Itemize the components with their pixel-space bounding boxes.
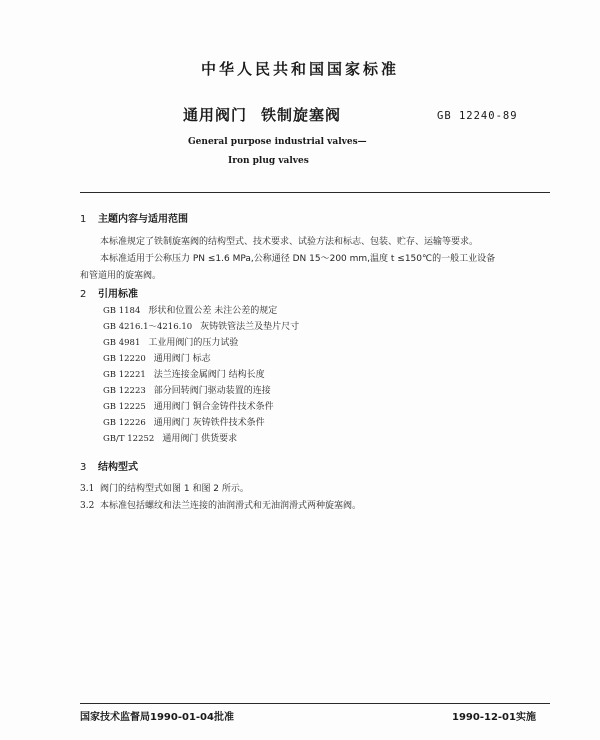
ref-code: GB 12226 bbox=[103, 418, 146, 428]
clause-3-1 bbox=[80, 481, 249, 494]
clause-3-2-text: 本标准包括螺纹和法兰连接的油润滑式和无油润滑式两种旋塞阀。 bbox=[100, 501, 362, 511]
ref-code: GB/T 12252 bbox=[103, 434, 155, 444]
section-3-heading bbox=[80, 458, 138, 473]
section-3-title: 结构型式 bbox=[98, 462, 138, 473]
list-item bbox=[103, 351, 299, 367]
document-title-zh bbox=[183, 104, 341, 125]
list-item bbox=[103, 431, 299, 447]
section-1-title: 主题内容与适用范围 bbox=[98, 214, 188, 225]
ref-title: 灰铸铁管法兰及垫片尺寸 bbox=[200, 322, 300, 332]
list-item bbox=[103, 415, 299, 431]
ref-code: GB 12220 bbox=[103, 354, 146, 364]
referenced-standards-list bbox=[103, 303, 299, 447]
national-standard-heading: 中华人民共和国国家标准 bbox=[200, 60, 399, 78]
ref-title: 法兰连接金属阀门 结构长度 bbox=[153, 370, 265, 380]
section-1-heading bbox=[80, 210, 188, 225]
section-2-heading bbox=[80, 285, 138, 300]
ref-code: GB 4981 bbox=[103, 338, 141, 348]
list-item bbox=[103, 303, 299, 319]
standard-number: GB 12240-89 bbox=[437, 110, 518, 122]
list-item bbox=[103, 335, 299, 351]
title-zh-part2: 铁制旋塞阀 bbox=[261, 106, 342, 124]
ref-title: 通用阀门 标志 bbox=[153, 354, 211, 364]
section-1-number: 1 bbox=[80, 214, 87, 225]
section-2-title: 引用标准 bbox=[98, 289, 138, 300]
ref-title: 通用阀门 供货要求 bbox=[162, 434, 238, 444]
document-title-en-line1: General purpose industrial valves— bbox=[188, 137, 367, 147]
implementation-date: 1990-12-01实施 bbox=[452, 712, 536, 723]
clause-3-1-number: 3.1 bbox=[80, 484, 95, 494]
ref-title: 形状和位置公差 未注公差的规定 bbox=[148, 306, 278, 316]
ref-title: 通用阀门 铜合金铸件技术条件 bbox=[153, 402, 274, 412]
clause-3-1-text: 阀门的结构型式如图 1 和图 2 所示。 bbox=[100, 484, 249, 494]
list-item bbox=[103, 383, 299, 399]
list-item bbox=[103, 367, 299, 383]
ref-code: GB 12225 bbox=[103, 402, 146, 412]
header-divider bbox=[80, 192, 550, 193]
list-item bbox=[103, 399, 299, 415]
ref-code: GB 12221 bbox=[103, 370, 146, 380]
section-1-paragraph-1: 本标准规定了铁制旋塞阀的结构型式、技术要求、试验方法和标志、包装、贮存、运输等要求。 bbox=[100, 237, 479, 247]
list-item bbox=[103, 319, 299, 335]
ref-title: 部分回转阀门驱动装置的连接 bbox=[153, 386, 271, 396]
document-title-en-line2: Iron plug valves bbox=[228, 156, 309, 166]
section-1-paragraph-2-line-2: 和管道用的旋塞阀。 bbox=[80, 271, 162, 281]
ref-title: 工业用阀门的压力试验 bbox=[148, 338, 239, 348]
ref-code: GB 12223 bbox=[103, 386, 146, 396]
clause-3-2-number: 3.2 bbox=[80, 501, 95, 511]
ref-code: GB 1184 bbox=[103, 306, 141, 316]
title-zh-part1: 通用阀门 bbox=[183, 106, 248, 124]
footer-divider bbox=[80, 703, 550, 704]
clause-3-2 bbox=[80, 498, 361, 511]
approval-line: 国家技术监督局1990-01-04批准 bbox=[80, 712, 234, 723]
section-1-paragraph-2-line-1: 本标准适用于公称压力 PN ≤1.6 MPa,公称通径 DN 15～200 mm,温度 t ≤150℃的一般工业设备 bbox=[100, 254, 496, 264]
ref-code: GB 4216.1～4216.10 bbox=[103, 322, 193, 332]
section-3-number: 3 bbox=[80, 462, 87, 473]
ref-title: 通用阀门 灰铸铁件技术条件 bbox=[153, 418, 265, 428]
section-2-number: 2 bbox=[80, 289, 87, 300]
